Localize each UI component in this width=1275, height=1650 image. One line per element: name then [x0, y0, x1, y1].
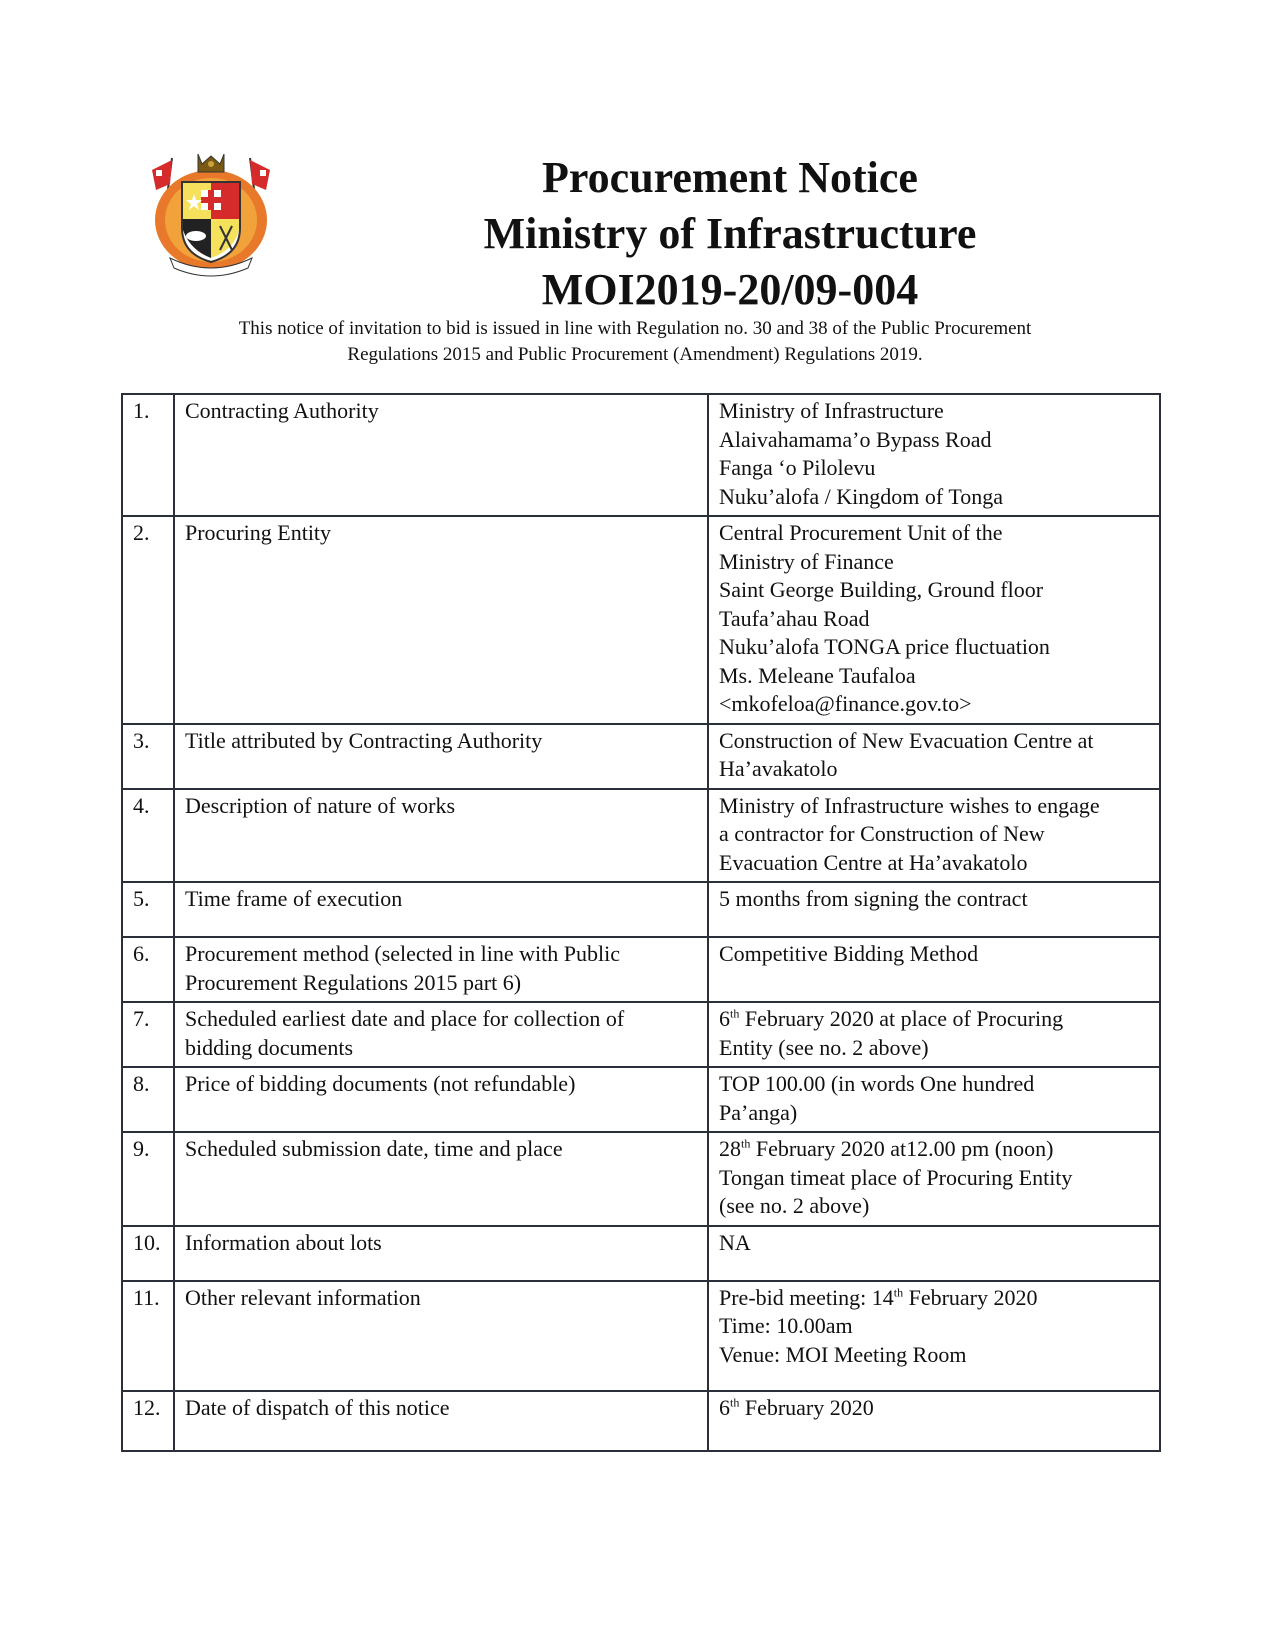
- notice-table: [121, 393, 1161, 1452]
- value-line: a contractor for Construction of New: [719, 821, 1045, 846]
- value-line: [719, 1394, 1149, 1423]
- row-item: [174, 1067, 708, 1132]
- value-line: Ms. Meleane Taufaloa: [719, 662, 916, 688]
- row-item: [174, 1132, 708, 1226]
- value-line: Ministry of Infrastructure: [719, 398, 944, 423]
- row-value: [708, 789, 1160, 883]
- title-line-2: Ministry of Infrastructure: [483, 209, 977, 258]
- table-row: [122, 394, 1160, 516]
- item-line: Price of bidding documents (not refundable): [185, 1071, 576, 1096]
- row-item: [174, 1002, 708, 1067]
- table-row: [122, 789, 1160, 883]
- value-line: Ministry of Finance: [719, 548, 894, 574]
- item-line: Scheduled earliest date and place for collection of: [185, 1006, 625, 1031]
- value-line: Entity (see no. 2 above): [719, 1034, 929, 1060]
- value-text: Pre-bid meeting: 14: [719, 1284, 894, 1310]
- ordinal-suffix: th: [730, 1395, 740, 1410]
- row-value: [708, 937, 1160, 1002]
- item-line: Title attributed by Contracting Authority: [185, 727, 543, 753]
- ordinal-suffix: th: [730, 1006, 740, 1021]
- row-item: [174, 1281, 708, 1391]
- row-number: 1.: [122, 394, 174, 516]
- value-line: [719, 1005, 1149, 1034]
- item-line: bidding documents: [185, 1034, 354, 1060]
- row-number: 4.: [122, 789, 174, 883]
- value-line: Central Procurement Unit of the: [719, 520, 1003, 545]
- value-line: Alaivahamama’o Bypass Road: [719, 426, 992, 452]
- row-value: [708, 1391, 1160, 1451]
- table-row: [122, 1067, 1160, 1132]
- value-line: Saint George Building, Ground floor: [719, 577, 1044, 602]
- title-line-1: Procurement Notice: [542, 153, 918, 202]
- tonga-coat-of-arms-icon: [150, 150, 272, 278]
- row-number: 3.: [122, 724, 174, 789]
- value-line: Evacuation Centre at Ha’avakatolo: [719, 849, 1028, 875]
- row-value: [708, 1281, 1160, 1391]
- value-line: Nuku’alofa TONGA price fluctuation: [719, 634, 1050, 659]
- row-number: 6.: [122, 937, 174, 1002]
- item-line: Scheduled submission date, time and place: [185, 1136, 563, 1161]
- row-item: [174, 789, 708, 883]
- value-text: 28: [719, 1136, 741, 1161]
- row-number: 9.: [122, 1132, 174, 1226]
- row-item: [174, 882, 708, 937]
- row-number: 8.: [122, 1067, 174, 1132]
- table-row: [122, 516, 1160, 724]
- value-line: <mkofeloa@finance.gov.to>: [719, 691, 972, 716]
- value-line: [719, 1135, 1149, 1164]
- table-row: [122, 1132, 1160, 1226]
- value-text: February 2020 at place of Procuring: [739, 1006, 1064, 1031]
- intro-paragraph: [150, 316, 1120, 368]
- notice-title: [440, 150, 1020, 318]
- row-item: [174, 394, 708, 516]
- row-item: [174, 937, 708, 1002]
- ordinal-suffix: th: [893, 1285, 904, 1300]
- row-number: 12.: [122, 1391, 174, 1451]
- row-number: 5.: [122, 882, 174, 937]
- row-value: [708, 1067, 1160, 1132]
- item-line: Description of nature of works: [185, 792, 456, 818]
- intro-line-2: Regulations 2015 and Public Procurement (Amendment) Regulations 2019.: [347, 344, 923, 365]
- value-line: Pa’anga): [719, 1099, 798, 1125]
- item-line: Information about lots: [185, 1229, 382, 1255]
- item-line: Procuring Entity: [185, 520, 332, 545]
- table-row: [122, 1281, 1160, 1391]
- value-line: Time: 10.00am: [719, 1313, 853, 1338]
- row-value: [708, 724, 1160, 789]
- intro-line-1: This notice of invitation to bid is issued in line with Regulation no. 30 and 38 of the Public Procurement: [238, 318, 1032, 339]
- item-line: Date of dispatch of this notice: [185, 1394, 450, 1420]
- value-text: 6: [719, 1394, 730, 1420]
- row-value: [708, 1132, 1160, 1226]
- value-text: February 2020 at12.00 pm (noon): [750, 1136, 1054, 1161]
- row-number: 2.: [122, 516, 174, 724]
- value-line: NA: [719, 1229, 751, 1255]
- row-value: [708, 882, 1160, 937]
- row-number: 10.: [122, 1226, 174, 1281]
- ordinal-suffix: th: [741, 1136, 751, 1151]
- value-text: 6: [719, 1006, 730, 1031]
- row-value: [708, 1002, 1160, 1067]
- value-line: (see no. 2 above): [719, 1193, 870, 1218]
- value-text: February 2020: [739, 1394, 874, 1420]
- table-row: [122, 937, 1160, 1002]
- row-number: 11.: [122, 1281, 174, 1391]
- table-row: [122, 1002, 1160, 1067]
- value-line: Taufa’ahau Road: [719, 605, 870, 631]
- row-value: [708, 1226, 1160, 1281]
- value-line: [719, 1284, 1149, 1313]
- value-line: Ministry of Infrastructure wishes to engage: [719, 792, 1100, 818]
- row-item: [174, 516, 708, 724]
- row-item: [174, 724, 708, 789]
- value-line: Tongan timeat place of Procuring Entity: [719, 1164, 1073, 1190]
- row-value: [708, 394, 1160, 516]
- table-row: [122, 724, 1160, 789]
- value-line: Fanga ‘o Pilolevu: [719, 455, 876, 480]
- value-line: Venue: MOI Meeting Room: [719, 1341, 967, 1367]
- title-line-3: MOI2019-20/09-004: [541, 265, 919, 314]
- item-line: Other relevant information: [185, 1284, 421, 1310]
- value-line: Construction of New Evacuation Centre at: [719, 727, 1094, 753]
- item-line: Contracting Authority: [185, 398, 379, 423]
- item-line: Time frame of execution: [185, 886, 403, 911]
- row-value: [708, 516, 1160, 724]
- value-text: February 2020: [903, 1284, 1038, 1310]
- value-line: Ha’avakatolo: [719, 756, 838, 781]
- value-line: TOP 100.00 (in words One hundred: [719, 1071, 1035, 1096]
- table-row: [122, 882, 1160, 937]
- item-line: Procurement method (selected in line with Public: [185, 941, 621, 966]
- row-number: 7.: [122, 1002, 174, 1067]
- row-item: [174, 1226, 708, 1281]
- value-line: Nuku’alofa / Kingdom of Tonga: [719, 483, 1004, 509]
- table-row: [122, 1391, 1160, 1451]
- item-line: Procurement Regulations 2015 part 6): [185, 969, 522, 995]
- value-line: 5 months from signing the contract: [719, 886, 1028, 911]
- table-row: [122, 1226, 1160, 1281]
- value-line: Competitive Bidding Method: [719, 941, 979, 966]
- row-item: [174, 1391, 708, 1451]
